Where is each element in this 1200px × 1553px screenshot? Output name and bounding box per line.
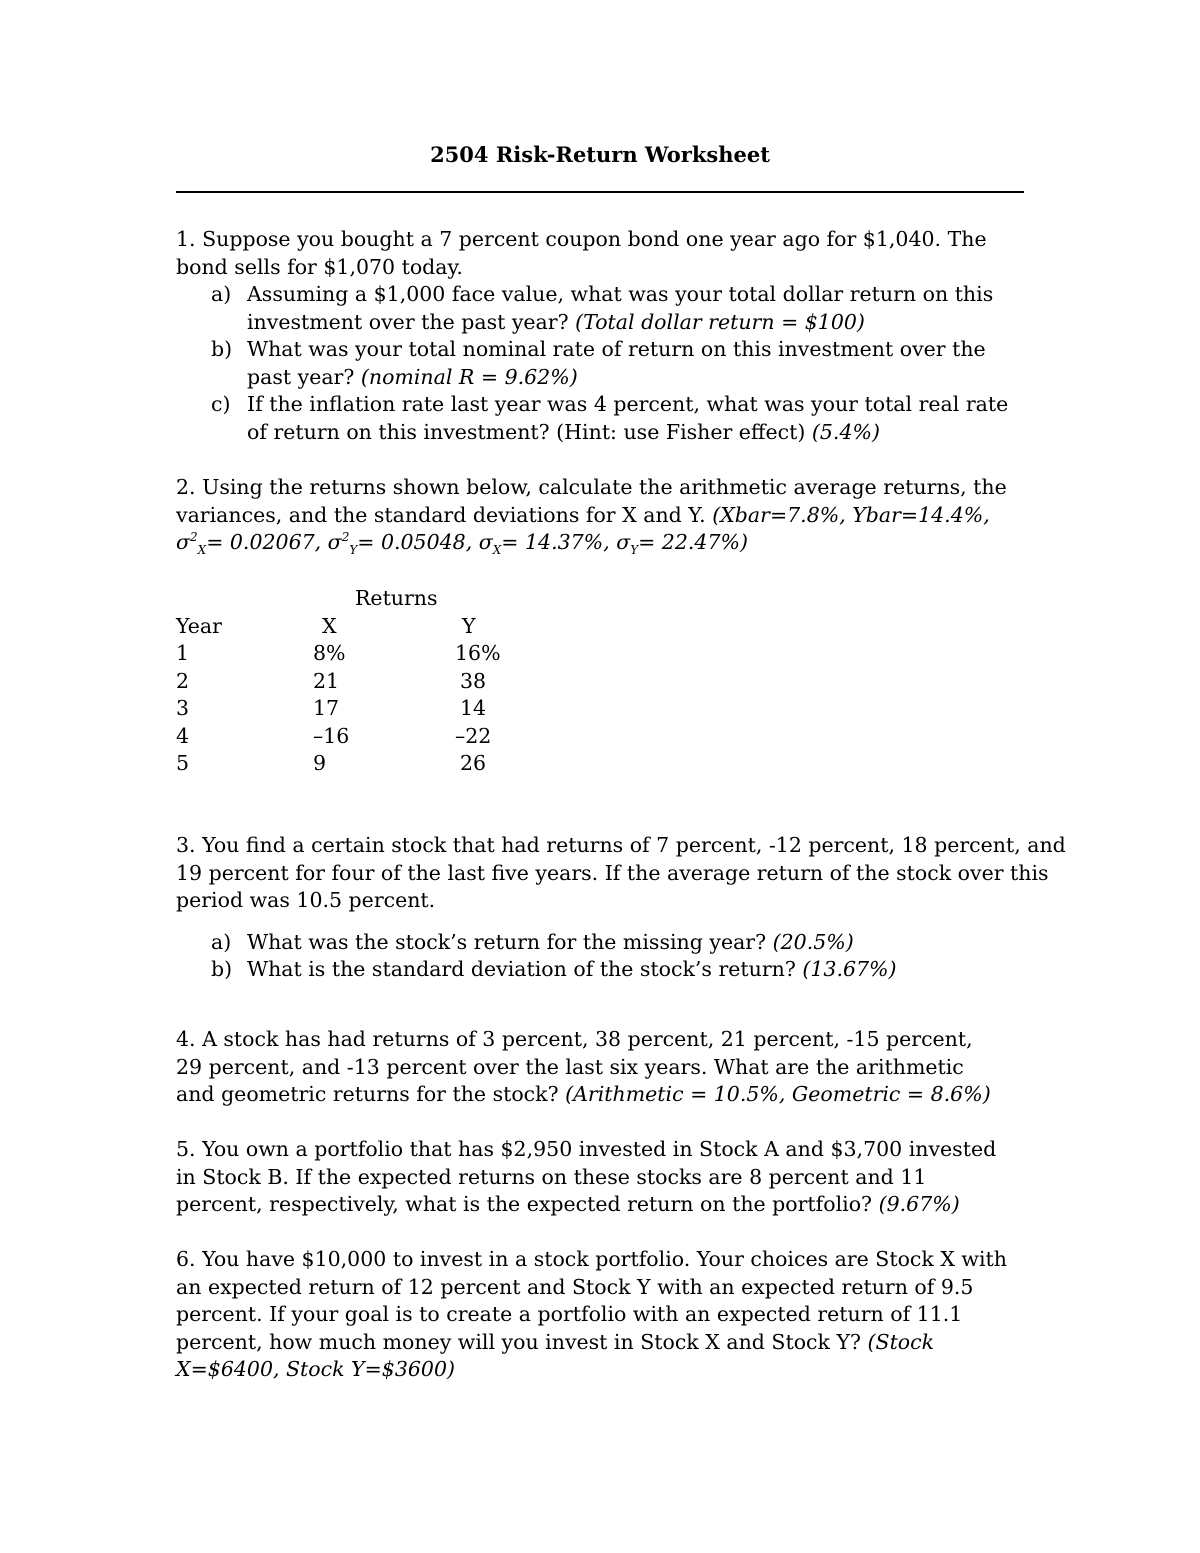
question-6-stem: 6. You have $10,000 to invest in a stock portfolio. Your choices are Stock X with an expected return of 12 percent and Stock Y with an expected return of 9.5 percent. If your goal is to create a portfolio with an expected return of 11.1 percent, how much money will you invest in Stock X and Stock Y?	[176, 1247, 1007, 1354]
part-answer: (nominal R = 9.62%)	[360, 364, 578, 389]
title-divider	[176, 191, 1024, 193]
returns-table	[176, 585, 552, 778]
question-5	[176, 1136, 1016, 1219]
question-1-part-b	[176, 336, 1016, 391]
y-header: Y	[462, 613, 476, 638]
part-answer: (5.4%)	[811, 419, 880, 444]
question-4-stem: 4. A stock has had returns of 3 percent, 38 percent, 21 percent, -15 percent, 29 percent, and -13 percent over the last six years. What are the arithmetic and geometric returns for the stock?	[176, 1027, 973, 1106]
part-text: What is the standard deviation of the stock’s return?	[247, 957, 796, 981]
part-answer: (20.5%)	[772, 929, 854, 954]
table-row: 3 17 14	[176, 696, 487, 720]
question-5-answer: (9.67%)	[878, 1192, 960, 1216]
question-2-answer: (Xbar=7.8%, Ybar=14.4%, $\sigma^2_X= 0.02067$, $\sigma^2_Y= 0.05048$, $\sigma_X= 14.37\%$, $\sigma_Y= 22.47\%$)	[176, 502, 990, 558]
question-3-stem: 3. You find a certain stock that had returns of 7 percent, -12 percent, 18 percent, and 19 percent for four of the last five years. If the average return of the stock over this period was 10.5 percent.	[176, 833, 1066, 912]
question-1	[176, 226, 1016, 446]
question-2-stem: 2. Using the returns shown below, calculate the arithmetic average returns, the variances, and the standard deviations for X and Y.	[176, 475, 1007, 527]
question-1-part-a	[176, 281, 1016, 336]
page-title: 2504 Risk-Return Worksheet	[430, 142, 770, 167]
question-6-answer: (Stock X=$6400, Stock Y=$3600)	[176, 1329, 935, 1381]
part-label: b)	[211, 957, 233, 981]
part-answer: (Total dollar return = $100)	[575, 309, 865, 334]
table-group-header-row	[176, 585, 552, 613]
question-3-part-a	[176, 929, 1086, 957]
part-text: What was the stock’s return for the missing year?	[247, 929, 767, 954]
question-2	[176, 474, 1016, 557]
table-header-row	[176, 613, 552, 641]
part-text: What was your total nominal rate of return on this investment over the past year?	[247, 337, 986, 389]
question-1-part-c	[176, 391, 1016, 446]
year-header: Year	[176, 613, 222, 638]
part-answer: (13.67%)	[802, 957, 897, 981]
part-text: If the inflation rate last year was 4 percent, what was your total real rate of return on this investment? (Hint: use Fisher effect)	[247, 392, 1009, 444]
question-6	[176, 1246, 1026, 1384]
question-3-part-b	[176, 956, 1086, 984]
table-row: 5 9 26	[176, 751, 487, 775]
part-label: c)	[211, 392, 231, 416]
part-label: a)	[211, 282, 232, 306]
question-4-answer: (Arithmetic = 10.5%, Geometric = 8.6%)	[565, 1082, 991, 1106]
part-text: Assuming a $1,000 face value, what was your total dollar return on this investment over the past year?	[247, 282, 994, 334]
table-row: 4 –16 –22	[176, 723, 492, 748]
table-row: 2 21 38	[176, 668, 487, 693]
returns-header: Returns	[355, 586, 438, 610]
question-1-stem: 1. Suppose you bought a 7 percent coupon bond one year ago for $1,040. The bond sells for $1,070 today.	[176, 227, 987, 279]
question-4	[176, 1026, 996, 1109]
question-5-stem: 5. You own a portfolio that has $2,950 invested in Stock A and $3,700 invested in Stock B. If the expected returns on these stocks are 8 percent and 11 percent, respectively, what is the expected return on the portfolio?	[176, 1137, 997, 1216]
x-header: X	[322, 613, 337, 638]
part-label: a)	[211, 929, 232, 954]
part-label: b)	[211, 337, 233, 361]
question-3	[176, 832, 1086, 984]
table-row: 1 8% 16%	[176, 641, 501, 665]
